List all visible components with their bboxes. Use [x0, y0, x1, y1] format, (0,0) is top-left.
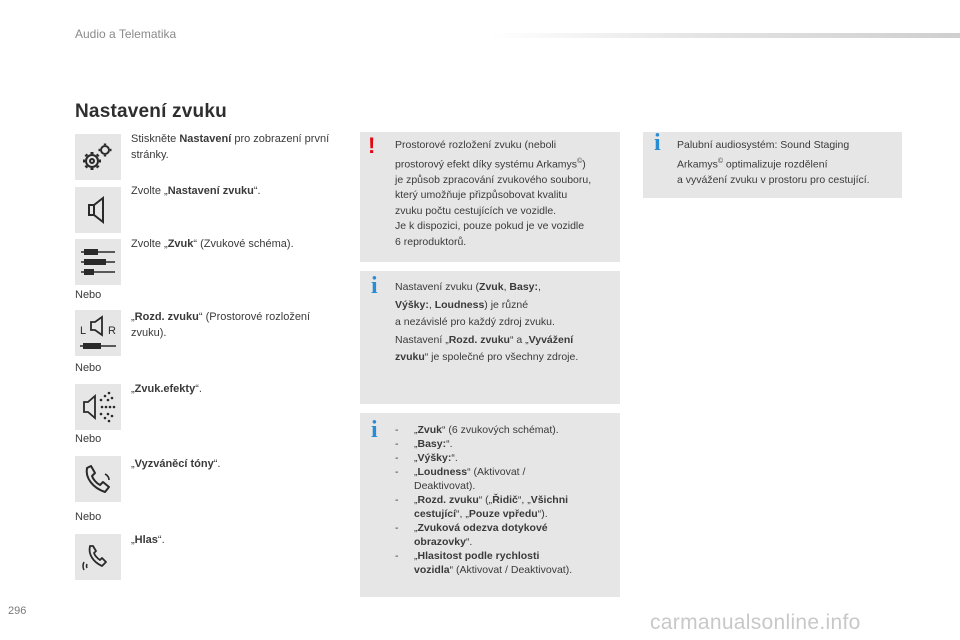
or-label: Nebo	[75, 511, 102, 523]
info-panel-audiosystem	[643, 132, 902, 198]
step-voice: „Hlas“.	[131, 534, 165, 546]
equalizer-icon	[75, 239, 121, 285]
list-item: - „Zvuk“ (6 zvukových schémat).	[395, 424, 559, 436]
voice-icon	[75, 534, 121, 580]
section-header: Audio a Telematika	[75, 27, 177, 41]
step-sound-distribution: „Rozd. zvuku“ (Prostorové rozložení zvuku).	[131, 311, 311, 339]
step-sound-scheme: Zvolte „Zvuk“ (Zvukové schéma).	[131, 238, 294, 250]
list-item: - „Výšky:“.	[395, 452, 458, 464]
or-label: Nebo	[75, 433, 102, 445]
info-icon: i	[371, 273, 378, 299]
or-label: Nebo	[75, 362, 102, 374]
info-icon: i	[654, 130, 661, 156]
step-sound-settings: Zvolte „Nastavení zvuku“.	[131, 185, 261, 197]
info-panel-sound-settings	[360, 271, 620, 404]
list-item: - „Zvuková odezva dotykové obrazovky“.	[395, 522, 548, 548]
header-bar	[490, 33, 960, 38]
speaker-icon	[75, 187, 121, 233]
warning-panel	[360, 132, 620, 262]
settings-gear-icon	[75, 134, 121, 180]
phone-ringtone-icon	[75, 456, 121, 502]
page-title: Nastavení zvuku	[75, 101, 227, 122]
warning-icon: !	[368, 133, 376, 158]
list-item: - „Rozd. zvuku“ („Řidič“, „Všichni cestující“, „Pouze vpředu“).	[395, 494, 569, 520]
sound-effects-icon	[75, 384, 121, 430]
info-text-audiosystem: Palubní audiosystém: Sound Staging Arkamys© optimalizuje rozdělení a vyvážení zvuku v prostoru pro cestující.	[677, 139, 870, 186]
sound-options-list	[395, 423, 610, 577]
step-ringtones: „Vyzváněcí tóny“.	[131, 458, 221, 470]
speaker-balance-icon	[75, 310, 121, 356]
or-label: Nebo	[75, 289, 102, 301]
watermark: carmanualsonline.info	[650, 611, 861, 634]
list-item: - „Hlasitost podle rychlosti vozidla“ (Aktivovat / Deaktivovat).	[395, 550, 573, 576]
warning-text: Prostorové rozložení zvuku (neboli prostorový efekt díky systému Arkamys©) je způsob zpracování zvukového souboru, který umožňuje přizpůsobovat kvalitu zvuku počtu cestujících ve vozidle. Je k dispozici, pouze pokud je ve vozidle 6 reproduktorů.	[395, 139, 592, 249]
step-sound-effects: „Zvuk.efekty“.	[131, 383, 202, 395]
left-channel-label: L	[80, 325, 87, 337]
page-number: 296	[8, 605, 27, 617]
right-channel-label: R	[108, 325, 116, 337]
list-item: - „Loudness“ (Aktivovat / Deaktivovat).	[395, 466, 526, 492]
info-icon: i	[371, 417, 378, 443]
list-item: - „Basy:“.	[395, 438, 453, 450]
step-settings: Stiskněte Nastavení pro zobrazení první stránky.	[131, 133, 330, 161]
info-text-sound-settings: Nastavení zvuku (Zvuk, Basy:, Výšky:, Loudness) je různé a nezávislé pro každý zdroj zvuku. Nastavení „Rozd. zvuku“ a „Vyvážení zvuku“ je společné pro všechny zdroje.	[395, 281, 579, 363]
